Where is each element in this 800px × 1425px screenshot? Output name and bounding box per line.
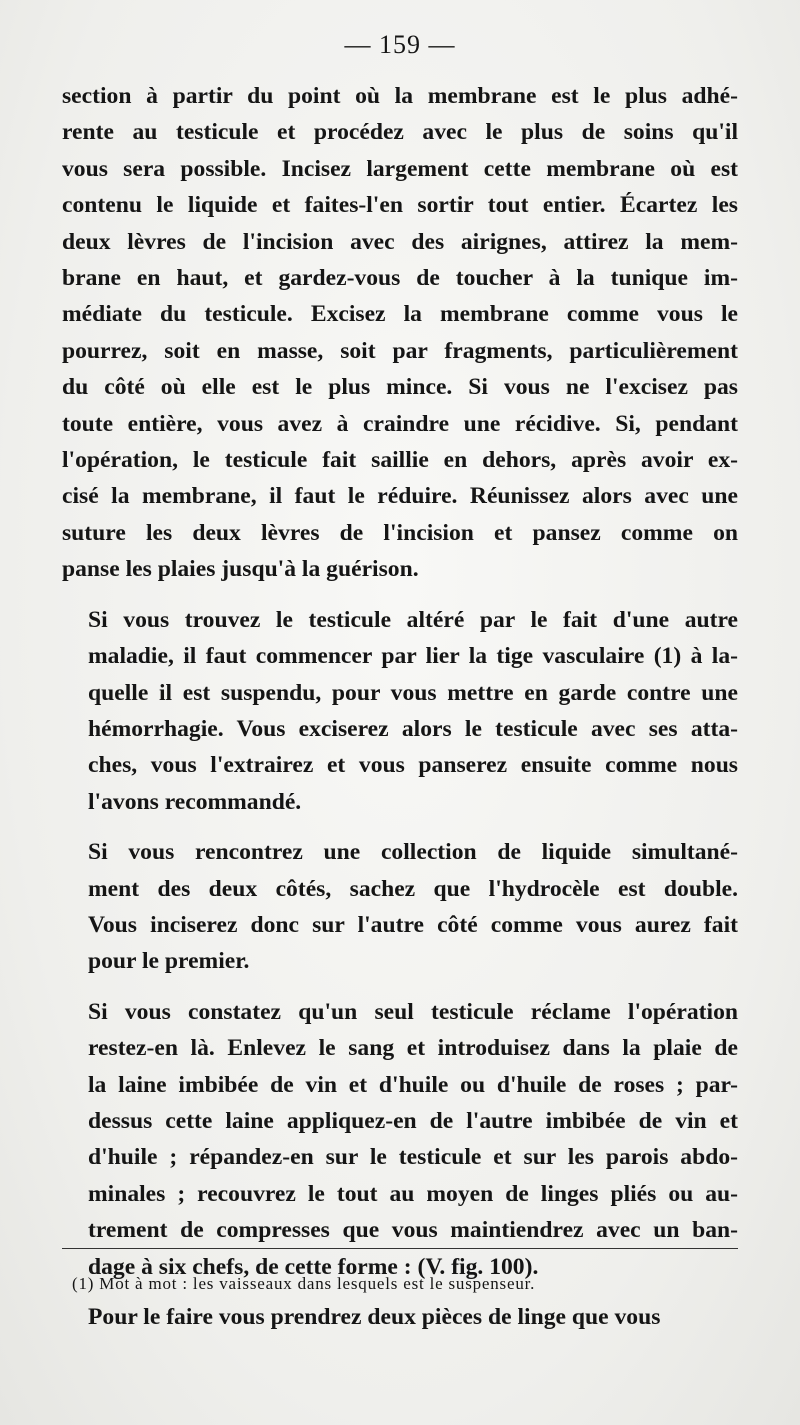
text-line: du côté où elle est le plus mince. Si vous ne l'excisez pas: [62, 374, 738, 401]
text-line: Pour le faire vous prendrez deux pièces de linge que vous: [88, 1304, 661, 1330]
text-line: quelle il est suspendu, pour vous mettre en garde contre une: [88, 679, 738, 706]
text-line: dessus cette laine appliquez-en de l'autre imbibée de vin et: [88, 1107, 738, 1134]
text-line: toute entière, vous avez à craindre une récidive. Si, pendant: [62, 410, 738, 437]
paragraph: [62, 834, 738, 980]
paragraph: [62, 78, 738, 588]
text-line: Si vous rencontrez une collection de liquide simultané-: [88, 839, 738, 866]
text-line: pourrez, soit en masse, soit par fragments, particulièrement: [62, 337, 738, 364]
text-line: Si vous constatez qu'un seul testicule réclame l'opération: [88, 998, 738, 1025]
text-line: restez-en là. Enlevez le sang et introduisez dans la plaie de: [88, 1035, 738, 1062]
text-line: minales ; recouvrez le tout au moyen de linges pliés ou au-: [88, 1180, 738, 1207]
text-line: Si vous trouvez le testicule altéré par le fait d'une autre: [88, 606, 738, 633]
text-line: pour le premier.: [88, 948, 250, 975]
text-line: panse les plaies jusqu'à la guérison.: [62, 556, 419, 583]
text-line: contenu le liquide et faites-l'en sortir tout entier. Écartez les: [62, 192, 738, 219]
text-line: d'huile ; répandez-en sur le testicule et sur les parois abdo-: [88, 1144, 738, 1171]
text-line: deux lèvres de l'incision avec des airignes, attirez la mem-: [62, 228, 738, 255]
text-line: Vous inciserez donc sur l'autre côté comme vous aurez fait: [88, 911, 738, 938]
paragraph: [62, 994, 738, 1285]
paragraph: [62, 1299, 738, 1335]
text-line: trement de compresses que vous maintiendrez avec un ban-: [88, 1217, 738, 1244]
text-line: l'avons recommandé.: [88, 788, 302, 815]
text-line: ches, vous l'extrairez et vous panserez ensuite comme nous: [88, 752, 738, 779]
text-line: l'opération, le testicule fait saillie en dehors, après avoir ex-: [62, 447, 738, 474]
text-line: rente au testicule et procédez avec le plus de soins qu'il: [62, 119, 738, 146]
page-number: — 159 —: [344, 30, 456, 59]
text-line: suture les deux lèvres de l'incision et pansez comme on: [62, 519, 738, 546]
body-text: [62, 78, 738, 1335]
text-line: hémorrhagie. Vous exciserez alors le testicule avec ses atta-: [88, 715, 738, 742]
text-line: dage à six chefs, de cette forme : (V. fig. 100).: [88, 1253, 539, 1280]
text-line: section à partir du point où la membrane est le plus adhé-: [62, 83, 738, 109]
footnote: (1) Mot à mot : les vaisseaux dans lesquels est le suspenseur.: [72, 1274, 536, 1293]
text-line: ment des deux côtés, sachez que l'hydrocèle est double.: [88, 875, 738, 902]
text-line: médiate du testicule. Excisez la membrane comme vous le: [62, 301, 738, 328]
paragraph: [62, 602, 738, 820]
text-line: brane en haut, et gardez-vous de toucher à la tunique im-: [62, 265, 738, 292]
text-line: vous sera possible. Incisez largement cette membrane où est: [62, 155, 738, 182]
text-line: cisé la membrane, il faut le réduire. Réunissez alors avec une: [62, 483, 738, 510]
text-line: maladie, il faut commencer par lier la tige vasculaire (1) à la-: [88, 643, 738, 670]
text-line: la laine imbibée de vin et d'huile ou d'huile de roses ; par-: [88, 1071, 738, 1098]
footnote-divider: [62, 1248, 738, 1249]
